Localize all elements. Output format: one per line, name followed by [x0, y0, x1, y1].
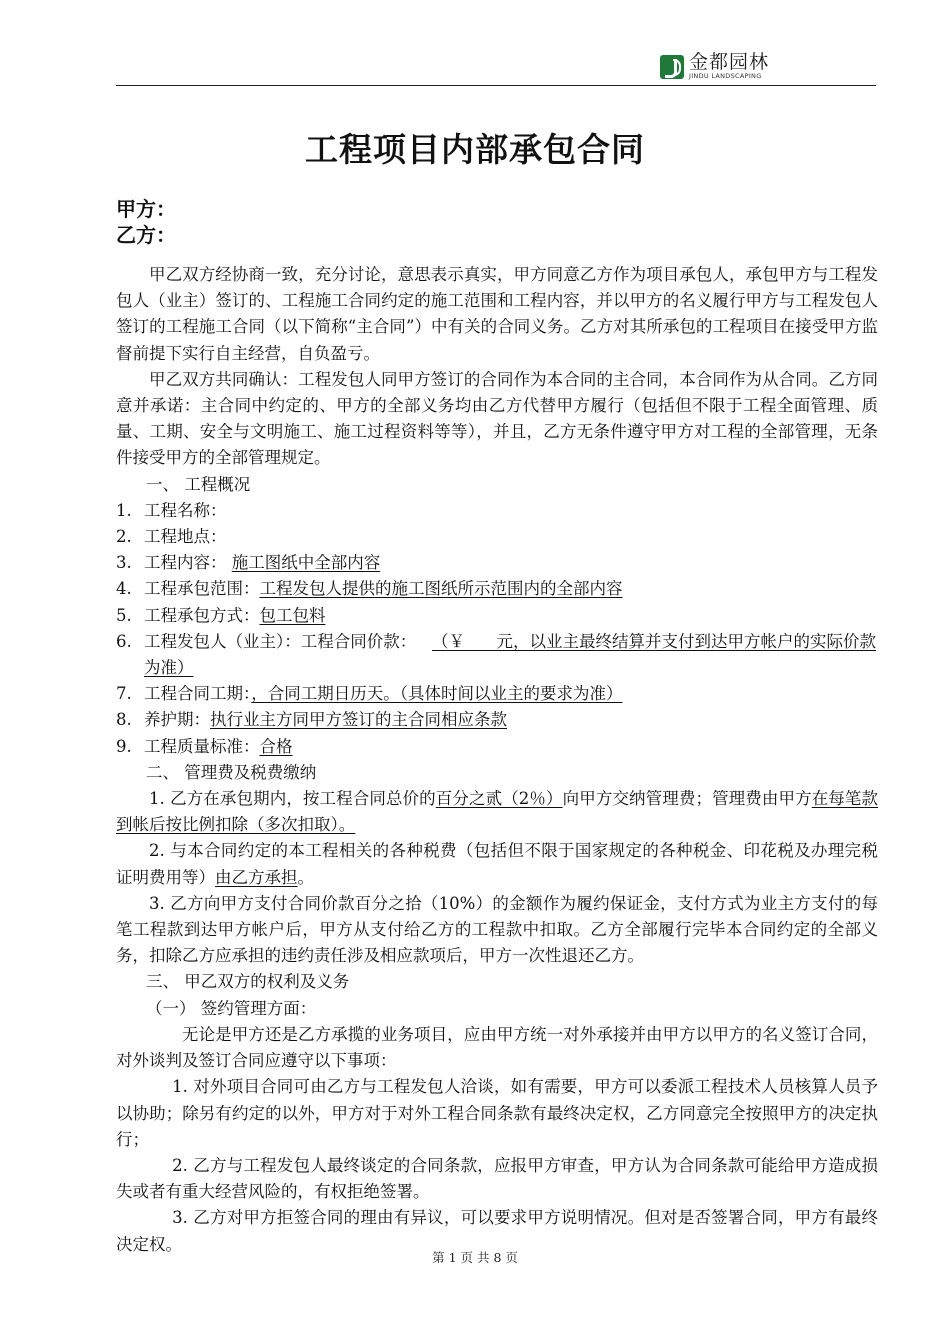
header-divider	[116, 85, 876, 86]
section-2-clause-3: 3. 乙方向甲方支付合同价款百分之拾（10%）的金额作为履约保证金，支付方式为业主方支付的每笔工程款到达甲方帐户后，甲方从支付给乙方的工程款中扣取。乙方全部履行完毕本合同约定的全部义务，扣除乙方应承担的违约责任涉及相应款项后，甲方一次性退还乙方。	[116, 893, 878, 966]
document-title: 工程项目内部承包合同	[305, 130, 645, 169]
list-item: 2. 工程地点：	[116, 527, 227, 547]
list-item: 5. 工程承包方式：包工包料	[116, 605, 326, 625]
section-3-clause-2: 2. 乙方与工程发包人最终谈定的合同条款，应报甲方审查，甲方认为合同条款可能给甲方造成损失或者有重大经营风险的，有权拒绝签署。	[116, 1155, 878, 1202]
list-item: 1. 工程名称：	[116, 500, 227, 520]
party-a-label: 甲方：	[116, 197, 176, 221]
list-item: 8. 养护期：执行业主方同甲方签订的主合同相应条款	[116, 710, 507, 730]
list-item: 7. 工程合同工期：，合同工期日历天。（具体时间以业主的要求为准）	[116, 684, 623, 704]
section-3-clause-1: 1. 对外项目合同可由乙方与工程发包人洽谈，如有需要，甲方可以委派工程技术人员核算人员予以协助；除另有约定的以外，甲方对于对外工程合同条款有最终决定权，乙方同意完全按照甲方的决定执行；	[116, 1077, 878, 1149]
section-2-clause-2: 2. 与本合同约定的本工程相关的各种税费（包括但不限于国家规定的各种税金、印花税及办理完税证明费用等）由乙方承担。	[116, 841, 878, 887]
list-item: 6. 工程发包人（业主）：工程合同价款： （￥ 元，以业主最终结算并支付到达甲方帐户的实际价款为准）	[116, 631, 876, 678]
page-number: 第 1 页 共 8 页	[432, 1250, 518, 1265]
preamble-paragraph-2: 甲乙双方共同确认：工程发包人同甲方签订的合同作为本合同的主合同，本合同作为从合同。乙方同意并承诺：主合同中约定的、甲方的全部义务均由乙方代替甲方履行（包括但不限于工程全面管理、质量、工期、安全与文明施工、施工过程资料等等），并且，乙方无条件遵守甲方对工程的全部管理，无条件接受甲方的全部管理规定。	[116, 369, 878, 468]
party-b-label: 乙方：	[116, 223, 176, 247]
logo-english-name: JINDU LANDSCAPING	[689, 72, 762, 80]
section-3-heading: 三、 甲乙双方的权利及义务	[146, 972, 350, 992]
section-3-subheading: （一） 签约管理方面：	[146, 998, 317, 1018]
section-3-clause-3: 3. 乙方对甲方拒签合同的理由有异议，可以要求甲方说明情况。但对是否签署合同，甲方有最终决定权。	[116, 1208, 878, 1254]
contract-body	[116, 262, 878, 1258]
logo-chinese-name: 金都园林	[689, 51, 770, 73]
list-item: 4. 工程承包范围：工程发包人提供的施工图纸所示范围内的全部内容	[116, 579, 623, 599]
company-logo	[660, 53, 769, 80]
preamble-paragraph-1: 甲乙双方经协商一致，充分讨论，意思表示真实，甲方同意乙方作为项目承包人，承包甲方与工程发包人（业主）签订的、工程施工合同约定的施工范围和工程内容，并以甲方的名义履行甲方与工程发包人签订的工程施工合同（以下简称“主合同”）中有关的合同义务。乙方对其所承包的工程项目在接受甲方监督前提下实行自主经营，自负盈亏。	[116, 265, 878, 363]
section-2-clause-1: 1. 乙方在承包期内，按工程合同总价的百分之贰（2％）向甲方交纳管理费；管理费由甲方在每笔款到帐后按比例扣除（多次扣取）。	[116, 789, 879, 835]
section-2-heading: 二、 管理费及税费缴纳	[146, 762, 317, 782]
section-3-intro: 无论是甲方还是乙方承揽的业务项目，应由甲方统一对外承接并由甲方以甲方的名义签订合同，对外谈判及签订合同应遵守以下事项：	[116, 1024, 878, 1071]
list-item: 9. 工程质量标准：合格	[116, 736, 293, 756]
jd-logo-icon	[660, 55, 684, 79]
list-item: 3. 工程内容： 施工图纸中全部内容	[116, 553, 381, 573]
section-1-heading: 一、 工程概况	[146, 474, 251, 494]
